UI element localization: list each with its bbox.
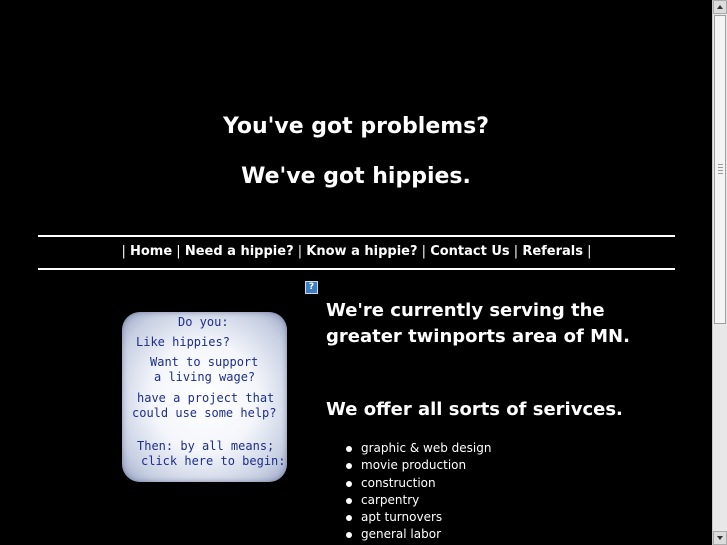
nav-top-divider: [38, 235, 675, 237]
promo-line: a living wage?: [154, 370, 256, 384]
service-item: graphic & web design: [346, 440, 491, 457]
service-item: apt turnovers: [346, 509, 491, 526]
nav-need-a-hippie-link[interactable]: Need a hippie?: [184, 244, 294, 259]
nav-separator: |: [297, 244, 303, 259]
promo-line: Then: by all means;: [137, 439, 275, 453]
broken-image-icon[interactable]: ?: [305, 281, 318, 294]
scrollbar-thumb[interactable]: [714, 15, 726, 324]
nav-separator: |: [421, 244, 427, 259]
arrow-down-icon: [717, 536, 723, 540]
nav-referals-link[interactable]: Referals: [522, 244, 584, 259]
services-list: [346, 440, 491, 544]
headline-problems: You've got problems?: [222, 114, 490, 139]
headline-hippies: We've got hippies.: [241, 164, 471, 189]
nav-separator: |: [121, 244, 126, 259]
nav-separator: |: [176, 244, 181, 259]
promo-line: Like hippies?: [136, 335, 230, 349]
service-item: carpentry: [346, 492, 491, 509]
nav-contact-us-link[interactable]: Contact Us: [430, 244, 510, 259]
service-item: construction: [346, 475, 491, 492]
scroll-down-button[interactable]: [713, 531, 727, 545]
promo-line: Want to support: [150, 355, 259, 369]
nav-bottom-divider: [38, 268, 675, 270]
scroll-up-button[interactable]: [713, 0, 727, 14]
promo-line: have a project that: [137, 391, 275, 405]
nav-home-link[interactable]: Home: [129, 244, 173, 259]
services-heading: We offer all sorts of serivces.: [326, 399, 623, 420]
service-item: movie production: [346, 457, 491, 474]
grip-icon: [718, 164, 723, 174]
arrow-up-icon: [717, 5, 723, 9]
nav-separator: |: [513, 244, 519, 259]
main-nav: [38, 244, 675, 259]
promo-line: could use some help?: [132, 406, 277, 420]
get-started-promo-button[interactable]: [122, 312, 287, 482]
nav-know-a-hippie-link[interactable]: Know a hippie?: [306, 244, 418, 259]
promo-line: click here to begin:: [141, 454, 286, 468]
promo-line: Do you:: [178, 315, 229, 329]
vertical-scrollbar[interactable]: [712, 0, 727, 545]
service-item: general labor: [346, 526, 491, 543]
nav-separator: |: [587, 244, 592, 259]
service-area-text: We're currently serving the greater twinports area of MN.: [326, 300, 630, 347]
